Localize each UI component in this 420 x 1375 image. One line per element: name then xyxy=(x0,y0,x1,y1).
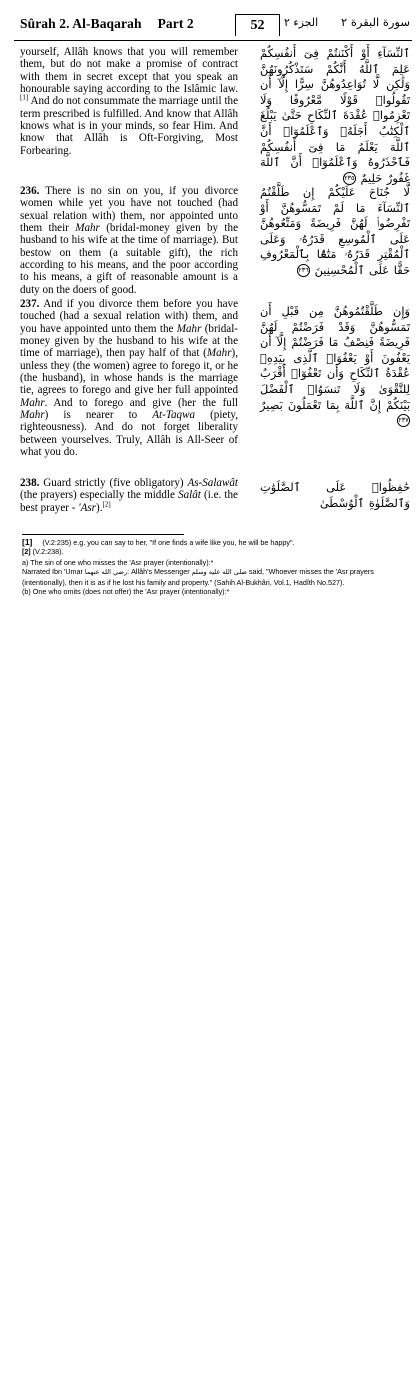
footnote-a-heading: a) The sin of one who misses the 'Asr prayer (intentionally):* xyxy=(22,557,214,567)
header-left xyxy=(20,16,194,32)
footnote-divider xyxy=(22,534,184,535)
footnote-2: [2] (V.2:238). xyxy=(22,547,64,557)
verse-number: 236. xyxy=(20,185,40,197)
arabic-text: وَإِن طَلَّقْتُمُوهُنَّ مِن قَبْلِ أَن تَمَسُّوهُنَّ وَقَدْ فَرَضْتُمْ لَهُنَّ فَرِيضَةً فَنِصْفُ مَا فَرَضْتُمْ إِلَّآ أَن يَعْفُونَ أَوْ يَعْفُوَا۟ ٱلَّذِى بِيَدِهِۦ عُقْدَةُ ٱلنِّكَاحِ وَأَن تَعْفُوٓا۟ أَقْرَبُ لِلتَّقْوَىٰ وَلَا تَنسَوُا۟ ٱلْفَضْلَ بَيْنَكُمْ إِنَّ ٱللَّهَ بِمَا تَعْمَلُونَ بَصِيرٌ ٢٣٧ xyxy=(260,304,410,429)
arabic-text: ٱلنِّسَآءِ أَوْ أَكْنَنتُمْ فِىٓ أَنفُسِكُمْ عَلِمَ ٱللَّهُ أَنَّكُمْ سَتَذْكُرُونَهُنَّ وَلَٰكِن لَّا تُوَاعِدُوهُنَّ سِرًّا إِلَّآ أَن تَقُولُوا۟ قَوْلًا مَّعْرُوفًا وَلَا تَعْزِمُوا۟ عُقْدَةَ ٱلنِّكَاحِ حَتَّىٰ يَبْلُغَ ٱلْكِتَٰبُ أَجَلَهُۥ وَٱعْلَمُوٓا۟ أَنَّ ٱللَّهَ يَعْلَمُ مَا فِىٓ أَنفُسِكُمْ فَٱحْذَرُوهُ وَٱعْلَمُوٓا۟ أَنَّ ٱللَّهَ غَفُورٌ حَلِيمٌ ٢٣٥ xyxy=(260,46,410,185)
english-text: yourself, Allâh knows that you will remember them, but do not make a promise of contract with them in secret except that you speak an honourable saying according to the Islâmic law.[1] And do not consummate the marriage until the term prescribed is fulfilled. And know that Allâh knows what is in your minds, so fear Him. And know that Allâh is Oft-Forgiving, Most Forbearing. xyxy=(20,46,238,157)
english-text: 238. Guard strictly (five obligatory) As-Salawât (the prayers) especially the middle Salât (i.e. the best prayer - 'Asr).[2] xyxy=(20,477,238,514)
english-text: 236. There is no sin on you, if you divorce women while yet you have not touched (had sexual relation with) them, nor appointed unto them their Mahr (bridal-money given by the husband to his wife at the time of marriage). But bestow on them (a suitable gift), the rich according to his means, and the poor according to his means, a gift of reasonable amount is a duty on the doers of good. xyxy=(20,185,238,296)
part-label: Part 2 xyxy=(157,16,194,31)
arabic-text: حَٰفِظُوا۟ عَلَى ٱلصَّلَوَٰتِ وَٱلصَّلَوٰةِ ٱلْوُسْطَىٰ xyxy=(260,480,410,510)
ayah-end-marker: ٢٣٧ xyxy=(397,414,410,427)
ayah-end-marker: ٢٣٦ xyxy=(297,264,310,277)
verse-number: 238. xyxy=(20,477,40,489)
footnote-narration: Narrated Ibn 'Umar رضي الله عنهما: Allâh's Messenger صلى الله عليه وسلم said, "Whoever misses the 'Asr prayers (intentionally), then it is as if he lost his family and property." (Sahih Al-Bukhâri, Vol.1, Hadîth No.527). xyxy=(22,567,374,587)
juz-label-arabic: الجزء ٢ xyxy=(284,16,319,29)
footnote-b-heading: (b) One who omits (does not offer) the 'Asr prayer (intentionally):* xyxy=(22,587,230,597)
page-header xyxy=(14,10,412,41)
surah-title-arabic: سورة البقرة ٢ xyxy=(340,15,410,29)
footnotes xyxy=(22,538,398,596)
quran-page xyxy=(14,10,412,514)
page-number: 52 xyxy=(235,14,280,36)
surah-title: Sûrah 2. Al-Baqarah xyxy=(20,16,142,31)
footnote-ref-1[interactable]: [1] xyxy=(20,93,29,102)
arabic-text: لَّا جُنَاحَ عَلَيْكُمْ إِن طَلَّقْتُمُ ٱلنِّسَآءَ مَا لَمْ تَمَسُّوهُنَّ أَوْ تَفْرِضُوا۟ لَهُنَّ فَرِيضَةً وَمَتِّعُوهُنَّ عَلَى ٱلْمُوسِعِ قَدَرُهُۥ وَعَلَى ٱلْمُقْتِرِ قَدَرُهُۥ مَتَٰعًۢا بِٱلْمَعْرُوفِ حَقًّا عَلَى ٱلْمُحْسِنِينَ ٢٣٦ xyxy=(260,185,410,277)
verse-number: 237. xyxy=(20,298,40,310)
footnote-ref-2[interactable]: [2] xyxy=(102,500,111,508)
ayah-end-marker: ٢٣٥ xyxy=(343,172,356,185)
english-text: 237. And if you divorce them before you have touched (had a sexual relation with) them, and you have appointed unto them the Mahr (bridal-money given by the husband to his wife at the time of marriage), then pay half of that (Mahr), unless they (the women) agree to forego it, or he (the husband), in whose hands is the marriage tie, agrees to forego and give her full appointed Mahr. And to forego and give (her the full Mahr) is nearer to At-Taqwa (piety, righteousness). And do not forget liberality between yourselves. Truly, Allâh is All-Seer of what you do. xyxy=(20,298,239,459)
footnote-1: [1] (V.2:235) e.g. you can say to her, "If one finds a wife like you, he will be happy". xyxy=(22,537,295,547)
